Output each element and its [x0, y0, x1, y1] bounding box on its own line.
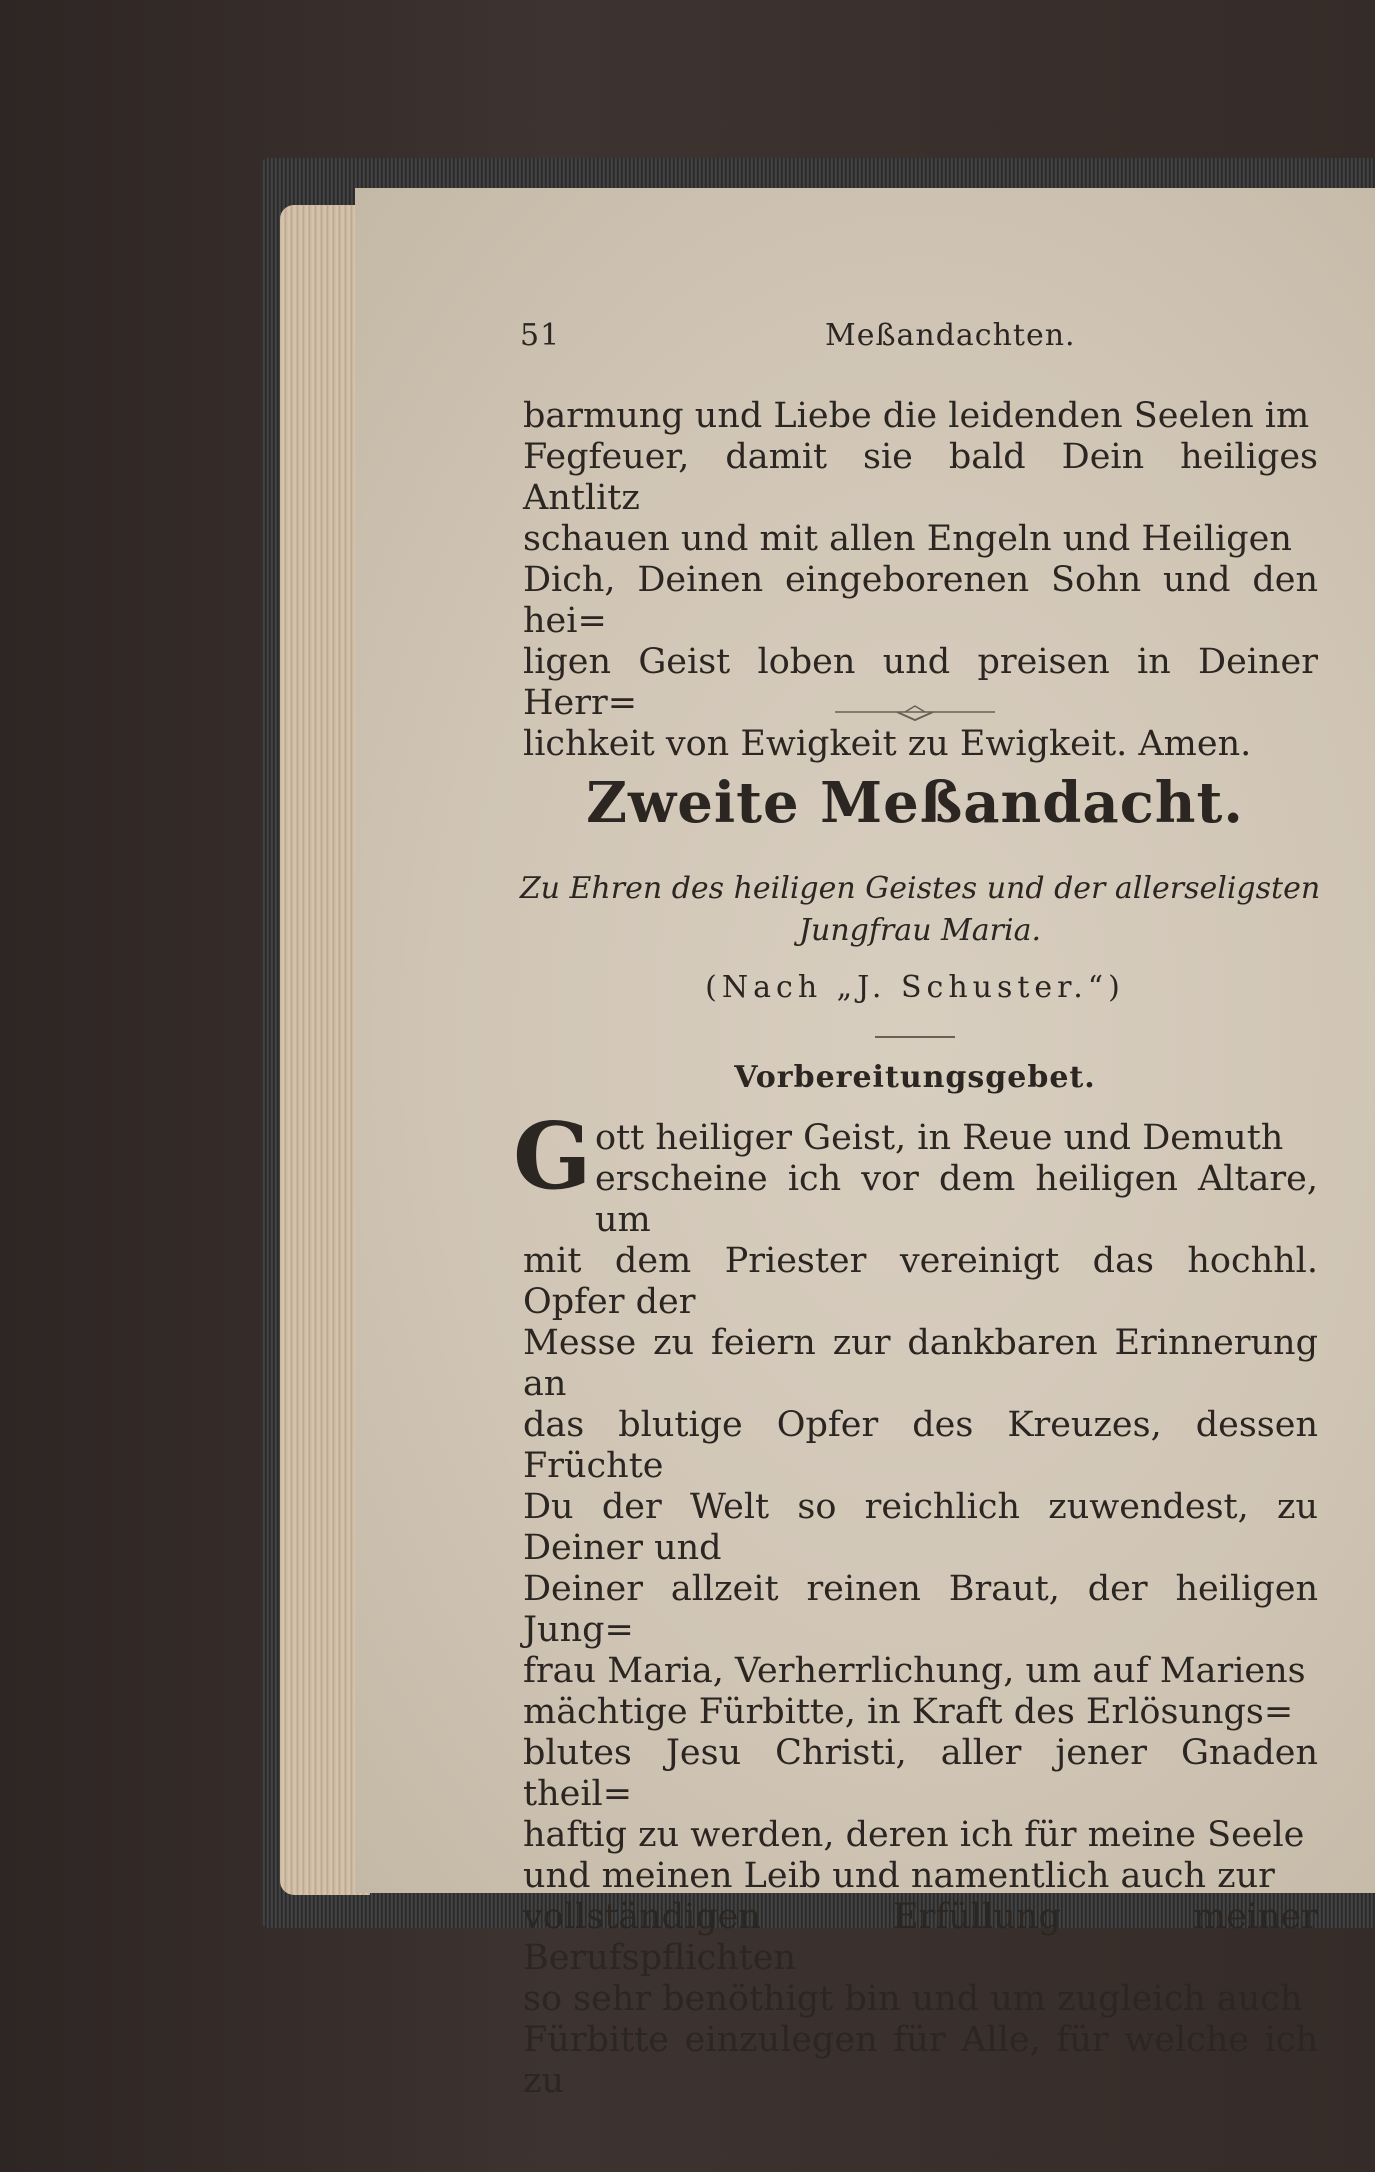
- attribution: (Nach „J. Schuster.“): [705, 970, 1125, 1005]
- text-line: Fegfeuer, damit sie bald Dein heiliges Antlitz: [523, 437, 1318, 518]
- dedication: [500, 868, 1340, 952]
- text-line: barmung und Liebe die leidenden Seelen im: [523, 396, 1310, 436]
- text-line: frau Maria, Verherrlichung, um auf Mariens: [523, 1651, 1306, 1691]
- page-number: 51: [520, 318, 561, 353]
- text-line: und meinen Leib und namentlich auch zur: [523, 1856, 1275, 1896]
- dedication-line: Zu Ehren des heiligen Geistes und der allerseligsten: [519, 871, 1321, 906]
- short-rule: [875, 1036, 955, 1038]
- text-line: das blutige Opfer des Kreuzes, dessen Früchte: [523, 1405, 1318, 1486]
- text-line: so sehr benöthigt bin und um zugleich auch: [523, 1979, 1303, 2019]
- section-title: Zweite Meßandacht.: [586, 770, 1244, 836]
- drop-cap: G: [513, 1102, 592, 1210]
- text-line: Fürbitte einzulegen für Alle, für welche ich zu: [523, 2020, 1318, 2101]
- text-line: haftig zu werden, deren ich für meine Seele: [523, 1815, 1305, 1855]
- book-page: [355, 188, 1375, 2101]
- text-line: ott heiliger Geist, in Reue und Demuth: [595, 1118, 1284, 1158]
- text-line: erscheine ich vor dem heiligen Altare, um: [595, 1159, 1318, 1240]
- text-line: lichkeit von Ewigkeit zu Ewigkeit. Amen.: [523, 724, 1252, 764]
- text-line: Dich, Deinen eingeborenen Sohn und den hei=: [523, 560, 1318, 641]
- text-line: blutes Jesu Christi, aller jener Gnaden theil=: [523, 1733, 1318, 1814]
- text-line: mit dem Priester vereinigt das hochhl. Opfer der: [523, 1241, 1318, 1322]
- ornament-divider: [835, 700, 995, 730]
- subsection-heading: Vorbereitungsgebet.: [734, 1060, 1096, 1095]
- text-line: ligen Geist loben und preisen in Deiner Herr=: [523, 642, 1318, 723]
- text-line: Messe zu feiern zur dankbaren Erinnerung an: [523, 1323, 1318, 1404]
- running-head: Meßandachten.: [825, 318, 1076, 353]
- text-line: mächtige Fürbitte, in Kraft des Erlösungs=: [523, 1692, 1294, 1732]
- dedication-line: Jungfrau Maria.: [798, 913, 1042, 948]
- text-line: Deiner allzeit reinen Braut, der heiligen Jung=: [523, 1569, 1318, 1650]
- text-line: vollständigen Erfüllung meiner Berufspflichten: [523, 1897, 1318, 1978]
- text-line: Du der Welt so reichlich zuwendest, zu Deiner und: [523, 1487, 1318, 1568]
- prayer-paragraph: [523, 1118, 1318, 2102]
- text-line: schauen und mit allen Engeln und Heiligen: [523, 519, 1292, 559]
